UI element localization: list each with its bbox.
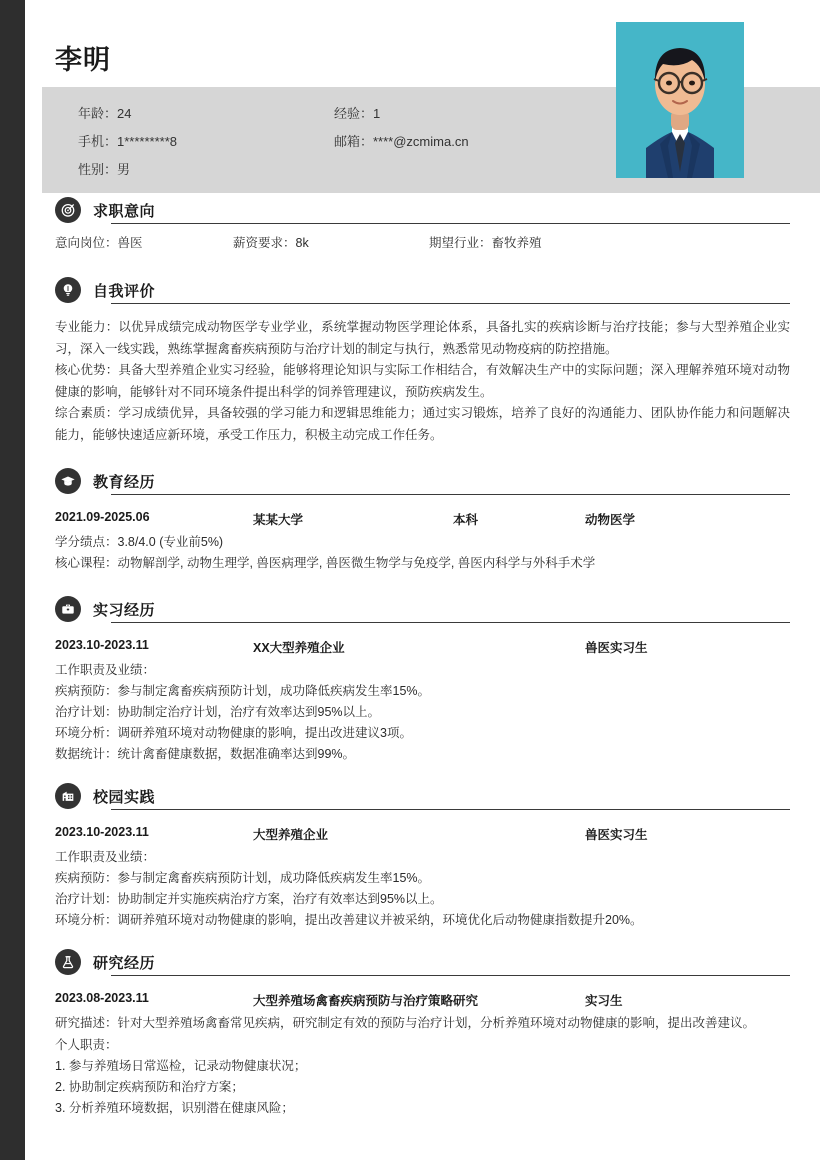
info-email: 邮箱：****@zcmima.cn — [334, 134, 469, 149]
resume-page — [25, 0, 820, 1160]
research-duty-label: 个人职责： — [55, 1037, 118, 1052]
section-divider — [111, 223, 790, 224]
section-job-intent — [25, 193, 820, 255]
section-title: 自我评价 — [93, 282, 156, 300]
job-intent-row — [55, 229, 790, 255]
internship-bullet: 疾病预防：参与制定禽畜疾病预防计划，成功降低疾病发生率15%。 — [55, 684, 431, 698]
intent-position: 意向岗位：兽医 — [55, 236, 143, 250]
info-experience: 经验：1 — [334, 106, 381, 121]
briefcase-icon — [55, 596, 81, 622]
internship-bullet: 治疗计划：协助制定治疗计划，治疗有效率达到95%以上。 — [55, 705, 381, 719]
education-school: 某某大学 — [253, 513, 304, 527]
section-divider — [111, 303, 790, 304]
research-description: 研究描述：针对大型养殖场禽畜常见疾病，研究制定有效的预防与治疗计划，分析养殖环境对动物健康的影响，提出改善建议。 — [55, 1016, 756, 1030]
info-phone: 手机：1*********8 — [78, 134, 177, 149]
section-header — [55, 193, 790, 227]
section-title: 研究经历 — [93, 954, 156, 972]
education-entry-header — [55, 508, 790, 532]
internship-bullet: 环境分析：调研养殖环境对动物健康的影响，提出改进建议3项。 — [55, 726, 412, 740]
section-divider — [111, 622, 790, 623]
research-bullet: 3. 分析养殖环境数据，识别潜在健康风险； — [55, 1100, 294, 1115]
info-age: 年龄：24 — [78, 106, 132, 121]
research-role: 实习生 — [585, 994, 623, 1008]
section-campus-practice — [25, 779, 820, 931]
campus-bullet: 治疗计划：协助制定并实施疾病治疗方案，治疗有效率达到95%以上。 — [55, 892, 443, 906]
section-divider — [111, 809, 790, 810]
section-title: 求职意向 — [93, 202, 156, 220]
section-research — [25, 945, 820, 1119]
bulb-icon — [55, 277, 81, 303]
section-self-evaluation — [25, 273, 820, 446]
page-title: 李明 — [55, 45, 111, 75]
section-education — [25, 464, 820, 574]
section-title: 实习经历 — [93, 601, 156, 619]
avatar — [616, 22, 744, 178]
section-divider — [111, 975, 790, 976]
internship-company: XX大型养殖企业 — [253, 641, 345, 655]
research-project: 大型养殖场禽畜疾病预防与治疗策略研究 — [253, 994, 479, 1008]
section-title: 教育经历 — [93, 473, 156, 491]
education-major: 动物医学 — [585, 513, 636, 527]
campus-bullet: 环境分析：调研养殖环境对动物健康的影响，提出改善建议并被采纳，环境优化后动物健康指数提升20%。 — [55, 913, 643, 927]
resume-header — [25, 0, 820, 193]
intent-salary: 薪资要求：8k — [233, 236, 309, 250]
education-degree: 本科 — [453, 513, 479, 527]
flask-icon — [55, 949, 81, 975]
campus-company: 大型养殖企业 — [253, 828, 329, 842]
intent-industry: 期望行业：畜牧养殖 — [429, 236, 542, 250]
section-internship — [25, 592, 820, 765]
building-icon — [55, 783, 81, 809]
education-gpa: 学分绩点：3.8/4.0 (专业前5%) — [55, 535, 224, 549]
internship-entry-header — [55, 636, 790, 660]
campus-entry-header — [55, 823, 790, 847]
evaluation-paragraph: 专业能力：以优异成绩完成动物医学专业学业，系统掌握动物医学理论体系，具备扎实的疾病诊断与治疗技能；参与大型养殖企业实习，深入一线实践，熟练掌握禽畜疾病预防与治疗计划的制定与执行，熟悉常见动物疫病的防控措施。 — [55, 320, 790, 356]
internship-duty-label: 工作职责及业绩： — [55, 663, 156, 677]
internship-bullet: 数据统计：统计禽畜健康数据，数据准确率达到99%。 — [55, 747, 356, 761]
section-header — [55, 945, 790, 979]
research-date: 2023.08-2023.11 — [55, 991, 149, 1005]
research-bullet: 2. 协助制定疾病预防和治疗方案； — [55, 1079, 244, 1094]
internship-date: 2023.10-2023.11 — [55, 638, 149, 652]
research-entry-header — [55, 989, 790, 1013]
internship-role: 兽医实习生 — [585, 641, 648, 655]
target-icon — [55, 197, 81, 223]
evaluation-paragraph: 核心优势：具备大型养殖企业实习经验，能够将理论知识与实际工作相结合，有效解决生产中的实际问题；深入理解养殖环境对动物健康的影响，能够针对不同环境条件提出科学的饲养管理建议，预防疾病发生。 — [55, 363, 790, 399]
campus-date: 2023.10-2023.11 — [55, 825, 149, 839]
decorative-left-strip — [0, 0, 25, 1160]
graduation-cap-icon — [55, 468, 81, 494]
section-header — [55, 592, 790, 626]
section-header — [55, 273, 790, 307]
section-title: 校园实践 — [93, 788, 156, 806]
education-date: 2021.09-2025.06 — [55, 510, 150, 524]
education-courses: 核心课程：动物解剖学, 动物生理学, 兽医病理学, 兽医微生物学与免疫学, 兽医内科学与外科手术学 — [55, 556, 596, 570]
section-header — [55, 779, 790, 813]
campus-duty-label: 工作职责及业绩： — [55, 850, 156, 864]
campus-role: 兽医实习生 — [585, 828, 648, 842]
research-bullet: 1. 参与养殖场日常巡检，记录动物健康状况； — [55, 1058, 307, 1073]
info-gender: 性别：男 — [78, 162, 131, 177]
campus-bullet: 疾病预防：参与制定禽畜疾病预防计划，成功降低疾病发生率15%。 — [55, 871, 431, 885]
evaluation-paragraph: 综合素质：学习成绩优异，具备较强的学习能力和逻辑思维能力；通过实习锻炼，培养了良好的沟通能力、团队协作能力和问题解决能力，能够快速适应新环境，承受工作压力，积极主动完成工作任务。 — [55, 406, 790, 442]
section-divider — [111, 494, 790, 495]
section-header — [55, 464, 790, 498]
